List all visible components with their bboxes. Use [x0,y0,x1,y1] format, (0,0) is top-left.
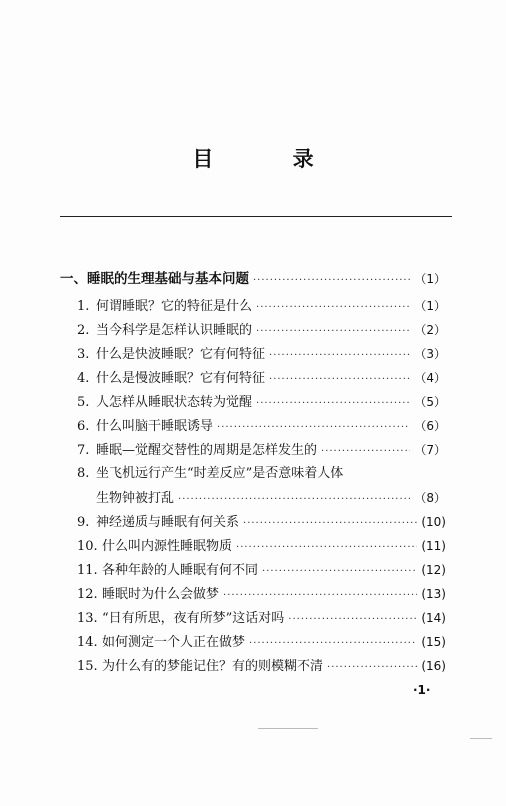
toc-leader [269,369,410,391]
toc-entry-title: 为什么有的梦能记住？有的则模糊不清 [102,659,324,674]
toc-entry [77,631,446,653]
toc-entry-title: 睡眠时为什么会做梦 [102,587,220,602]
toc-entry [77,367,446,389]
toc-leader [236,537,417,559]
toc-entry-title: 什么是慢波睡眠？它有何特征 [96,371,266,386]
toc-entry-number: 9. [77,515,90,530]
toc-entry-title: 生物钟被打乱 [96,491,175,506]
toc-entry [77,343,446,365]
toc-entry [77,583,446,605]
toc-entry [77,295,446,317]
toc-leader [256,321,410,343]
toc-leader [249,633,417,655]
toc-leader [243,513,417,535]
toc-entry [77,607,446,629]
toc-entry [77,439,446,461]
toc-entry [77,511,446,533]
toc-entry-continuation [96,487,446,509]
toc-entry-number: 6. [77,419,90,434]
toc-entry-title: 什么是快波睡眠？它有何特征 [96,347,266,362]
toc-page-number: (14) [421,611,446,625]
toc-entry [77,415,446,437]
toc-page-number: （2） [414,323,446,337]
toc-entry-number: 7. [77,443,90,458]
toc-entry-number: 3. [77,347,90,362]
toc-leader [321,441,410,463]
toc-entry-number: 8. [77,466,90,481]
toc-chapter-title: 一、睡眠的生理基础与基本问题 [60,271,249,287]
title-divider [60,216,452,217]
toc-page-number: (16) [421,659,446,673]
toc-entry-title: 当今科学是怎样认识睡眠的 [96,323,253,338]
toc-entry-number: 1. [77,299,90,314]
page-number: ·1· [413,683,431,697]
toc-entry-title: 睡眠—觉醒交替性的周期是怎样发生的 [96,443,318,458]
toc-entry-title: 何谓睡眠？它的特征是什么 [96,299,253,314]
toc-leader [262,561,417,583]
toc-entry-number: 4. [77,371,90,386]
toc-entry-number: 2. [77,323,90,338]
toc-page-number: （4） [414,371,446,385]
toc-leader [269,345,410,367]
toc-entry-number: 15. [77,659,98,674]
toc-entry-title: 什么叫脑干睡眠诱导 [96,419,214,434]
toc-entry-title: “日有所思，夜有所梦”这话对吗 [102,611,285,626]
toc-leader [288,609,417,631]
toc-leader [178,489,410,511]
page-title: 目 录 [192,147,350,171]
toc-page-number: （3） [414,347,446,361]
toc-page-number: （8） [414,491,446,505]
toc-leader [253,270,410,292]
toc-entry-title: 各种年龄的人睡眠有何不同 [102,563,259,578]
toc-page-number: （5） [414,395,446,409]
toc-entry-title: 什么叫内源性睡眠物质 [102,539,233,554]
toc-entry [77,463,446,485]
toc-entry [77,391,446,413]
toc-entry-title: 人怎样从睡眠状态转为觉醒 [96,395,253,410]
toc-leader [223,585,417,607]
toc-entry-number: 14. [77,635,98,650]
toc-entry [77,319,446,341]
toc-leader [256,393,410,415]
toc-page-number: （6） [414,419,446,433]
toc-page-number: (11) [421,539,446,553]
toc-page-number: (12) [421,563,446,577]
toc-entry-number: 10. [77,539,98,554]
scan-artifact [470,738,492,739]
toc-page-number: (13) [421,587,446,601]
toc-entry-number: 5. [77,395,90,410]
toc-page-number: (15) [421,635,446,649]
toc-entry-number: 13. [77,611,98,626]
toc-entry [77,535,446,557]
toc-entry [77,655,446,677]
toc-page-number: （1） [414,299,446,313]
toc-entry [77,559,446,581]
scan-artifact [258,728,318,729]
toc-leader [217,417,410,439]
toc-entry-number: 12. [77,587,98,602]
toc-chapter [60,268,446,290]
toc-leader [327,657,417,679]
toc-entry-title: 坐飞机远行产生“时差反应”是否意味着人体 [96,466,344,481]
toc-leader [256,297,410,319]
toc-page-number: （7） [414,443,446,457]
toc-page-number: (10) [421,515,446,529]
toc-entry-title: 神经递质与睡眠有何关系 [96,515,240,530]
toc-entry-number: 11. [77,563,98,578]
toc-entry-title: 如何测定一个人正在做梦 [102,635,246,650]
toc-page-number: （1） [414,272,446,286]
